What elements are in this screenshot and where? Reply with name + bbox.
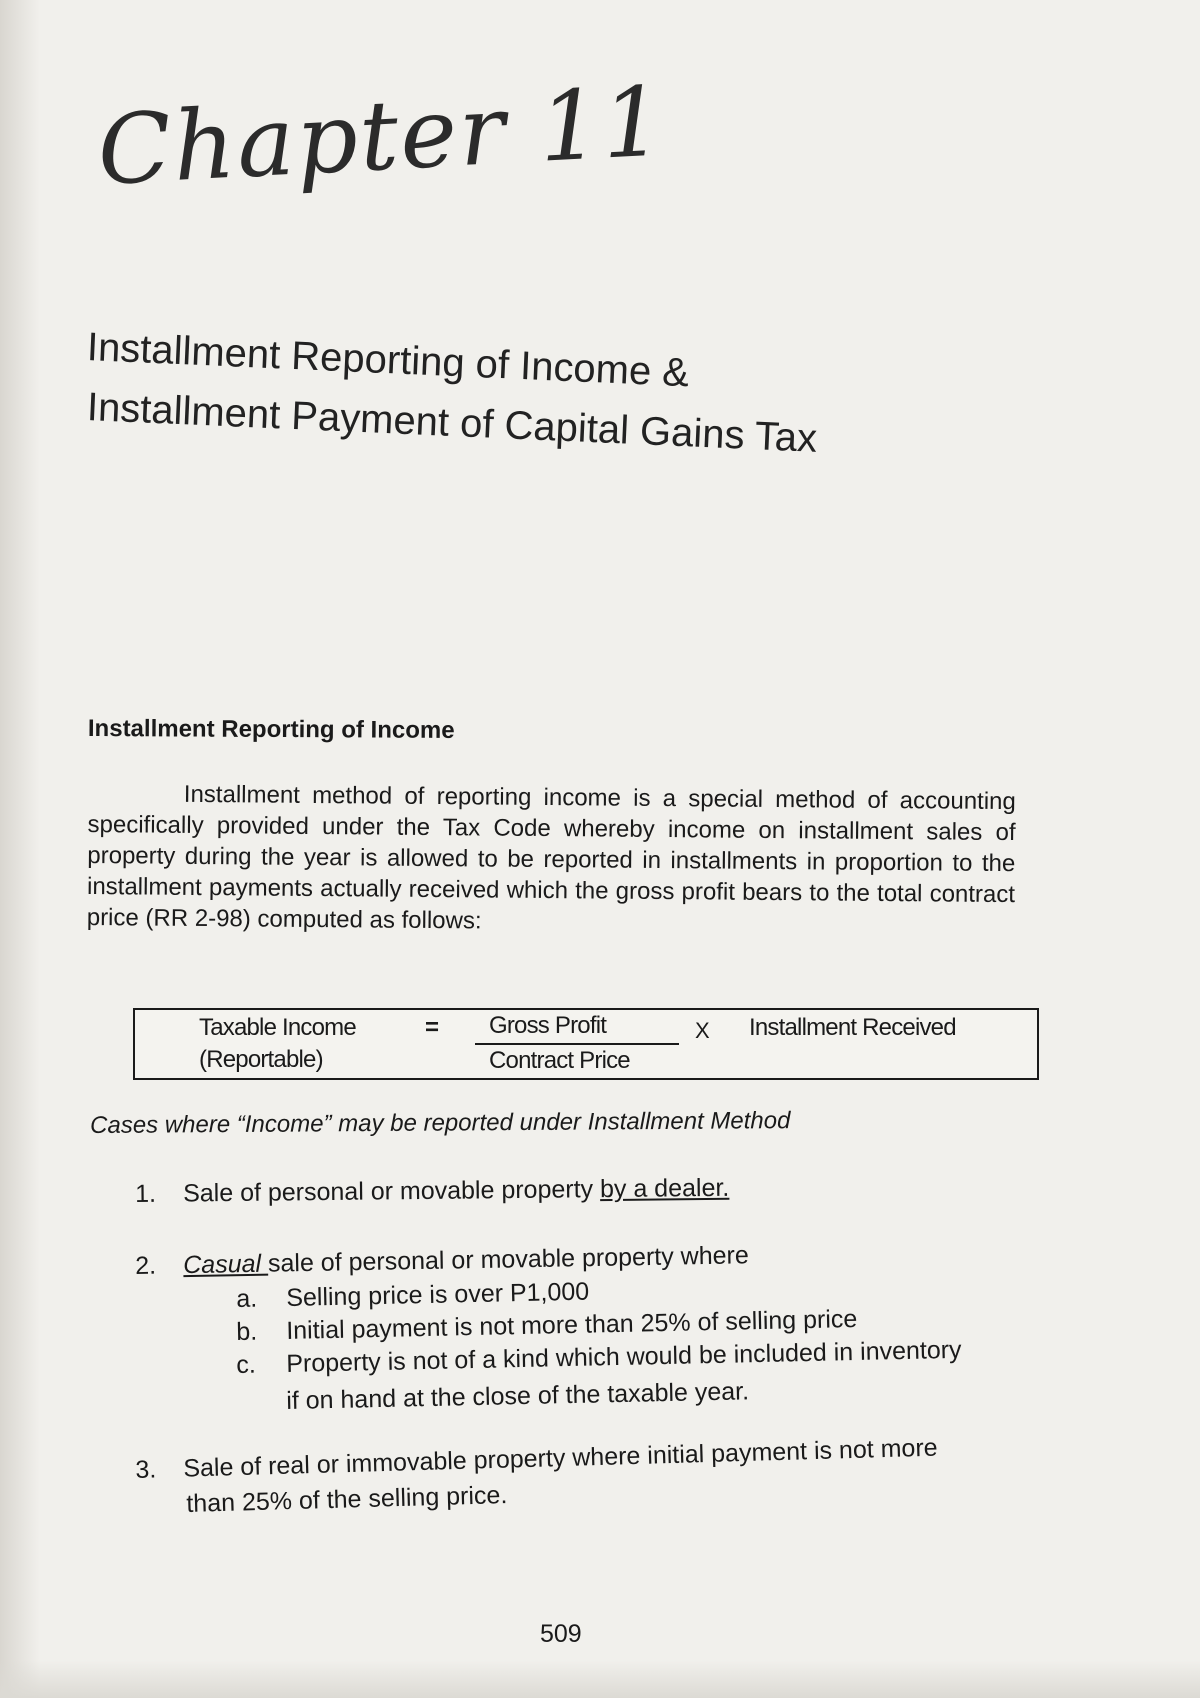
- sub-item-letter: a.: [236, 1284, 258, 1313]
- sub-item-text: Property is not of a kind which would be included in inventory: [285, 1335, 962, 1378]
- list-item-number: 1.: [135, 1179, 157, 1208]
- list-item-text: Sale of real or immovable property where initial payment is not more: [182, 1433, 938, 1483]
- formula-denominator: Contract Price: [489, 1047, 630, 1074]
- list-item-text: Sale of personal or movable property: [182, 1175, 601, 1208]
- list-item: [135, 1174, 729, 1209]
- chapter-title: Chapter 11: [95, 65, 669, 207]
- list-item: [135, 1434, 938, 1485]
- section-heading: Installment Reporting of Income: [87, 715, 455, 744]
- page-edge-shadow: [0, 0, 40, 1698]
- sub-item-letter: c.: [236, 1350, 257, 1379]
- formula-equals-sign: =: [425, 1014, 440, 1041]
- list-item-underlined: by a dealer.: [599, 1173, 730, 1204]
- sub-item-text: Selling price is over P1,000: [285, 1277, 590, 1312]
- intro-paragraph: Installment method of reporting income is a special method of accounting specifically provided under the Tax Code whereby income on installment sales of property during the year is allowed to be reported in installments in proportion to the installment payments actually received which the gross profit bears to the total contract price (RR 2-98) computed as follows:: [86, 780, 1016, 935]
- list-item: [135, 1241, 749, 1281]
- formula-lhs-bottom: (Reportable): [199, 1046, 323, 1073]
- list-item-text: sale of personal or movable property where: [267, 1241, 749, 1278]
- list-item-number: 3.: [135, 1455, 157, 1484]
- page-bottom-band: [0, 1660, 1200, 1698]
- formula-box: [133, 1008, 1039, 1080]
- chapter-subtitle-line-1: Installment Reporting of Income &: [86, 325, 690, 396]
- cases-heading: Cases where “Income” may be reported under Installment Method: [90, 1107, 791, 1139]
- page-number: 509: [540, 1620, 582, 1648]
- formula-lhs-top: Taxable Income: [199, 1014, 356, 1041]
- formula-numerator: Gross Profit: [489, 1012, 607, 1039]
- list-item-continuation: than 25% of the selling price.: [186, 1481, 508, 1518]
- sub-item-text: Initial payment is not more than 25% of selling price: [285, 1304, 858, 1345]
- sub-list-item: [236, 1278, 589, 1314]
- list-item-number: 2.: [135, 1251, 157, 1280]
- formula-multiplier: Installment Received: [749, 1014, 956, 1041]
- sub-item-letter: b.: [236, 1317, 258, 1346]
- chapter-subtitle-line-2: Installment Payment of Capital Gains Tax: [86, 385, 819, 461]
- list-item-underlined: Casual: [182, 1249, 269, 1280]
- formula-multiply-sign: X: [695, 1018, 710, 1043]
- sub-item-continuation: if on hand at the close of the taxable year.: [286, 1377, 750, 1415]
- formula-fraction-bar: [475, 1043, 679, 1045]
